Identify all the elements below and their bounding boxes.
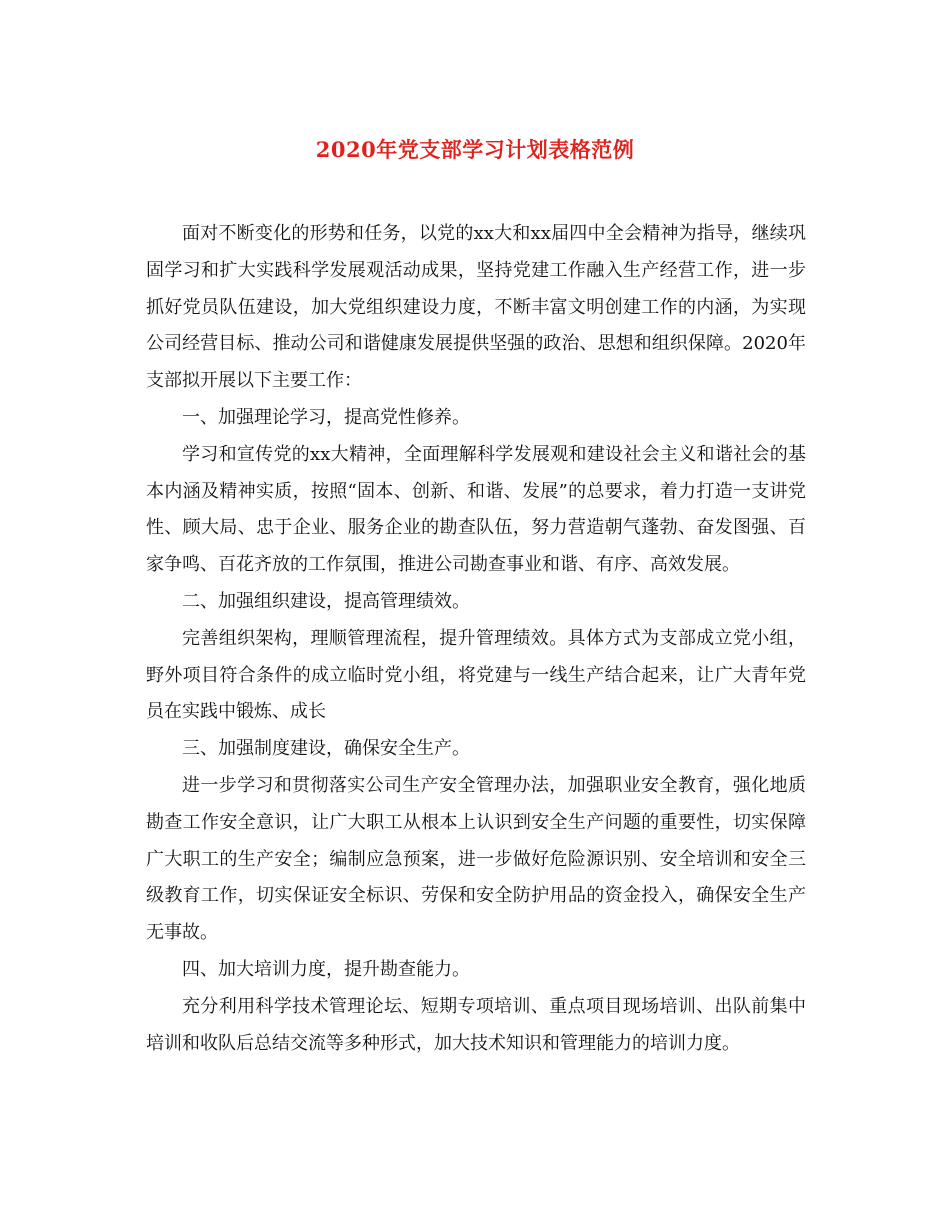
paragraph-section-4: 充分利用科学技术管理论坛、短期专项培训、重点项目现场培训、出队前集中培训和收队后总结交流等多种形式，加大技术知识和管理能力的培训力度。 [146,995,806,1054]
document-title: 2020年党支部学习计划表格范例 [315,137,635,162]
paragraph-section-1: 学习和宣传党的xx大精神，全面理解科学发展观和建设社会主义和谐社会的基本内涵及精神实质，按照“固本、创新、和谐、发展”的总要求，着力打造一支讲党性、顾大局、忠于企业、服务企业的勘查队伍，努力营造朝气蓬勃、奋发图强、百家争鸣、百花齐放的工作氛围，推进公司勘查事业和谐、有序、高效发展。 [146,443,806,576]
paragraph-section-2: 完善组织架构，理顺管理流程，提升管理绩效。具体方式为支部成立党小组，野外项目符合条件的成立临时党小组，将党建与一线生产结合起来，让广大青年党员在实践中锻炼、成长 [146,627,806,723]
paragraph-section-3: 进一步学习和贯彻落实公司生产安全管理办法，加强职业安全教育，强化地质勘查工作安全意识，让广大职工从根本上认识到安全生产问题的重要性，切实保障广大职工的生产安全；编制应急预案，进一步做好危险源识别、安全培训和安全三级教育工作，切实保证安全标识、劳保和安全防护用品的资金投入，确保安全生产无事故。 [146,774,806,944]
section-heading-4: 四、加大培训力度，提升勘查能力。 [182,958,470,980]
document-body [146,216,806,1062]
section-heading-3: 三、加强制度建设，确保安全生产。 [182,738,470,760]
paragraph-intro: 面对不断变化的形势和任务，以党的xx大和xx届四中全会精神为指导，继续巩固学习和扩大实践科学发展观活动成果，坚持党建工作融入生产经营工作，进一步抓好党员队伍建设，加大党组织建设力度，不断丰富文明创建工作的内涵，为实现公司经营目标、推动公司和谐健康发展提供坚强的政治、思想和组织保障。2020年支部拟开展以下主要工作： [146,223,806,392]
section-heading-2: 二、加强组织建设，提高管理绩效。 [182,590,470,612]
section-heading-1: 一、加强理论学习，提高党性修养。 [182,406,470,428]
